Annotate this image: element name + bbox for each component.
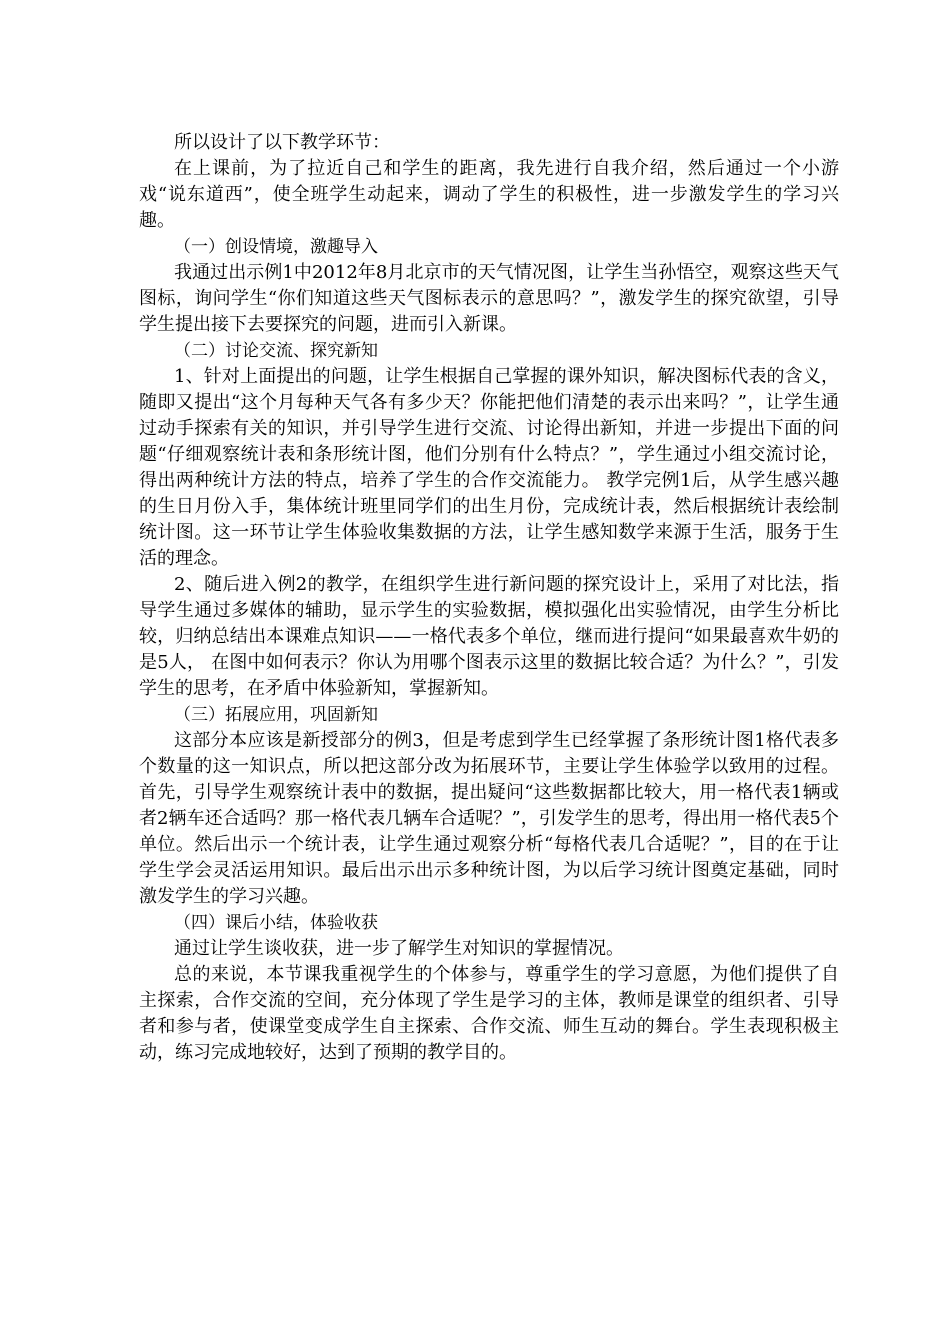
section-heading-4: （四）课后小结，体验收获 — [174, 913, 378, 933]
paragraph-section-3: 这部分本应该是新授部分的例3，但是考虑到学生已经掌握了条形统计图1格代表多个数量的这一知识点，所以把这部分改为拓展环节，主要让学生体验学以致用的过程。首先，引导学生观察统计表中的数据，提出疑问“这些数据都比较大，用一格代表1辆或者2辆车还合适吗？那一格代表几辆车合适呢？”，引发学生的思考，得出用一格代表5个单位。然后出示一个统计表，让学生通过观察分析“每格代表几合适呢？”，目的在于让学生学会灵活运用知识。最后出示出示多种统计图，为以后学习统计图奠定基础，同时激发学生的学习兴趣。 — [139, 730, 839, 907]
document-body — [139, 130, 839, 1066]
paragraph-section-2-item-2: 2、随后进入例2的教学，在组织学生进行新问题的探究设计上，采用了对比法，指导学生通过多媒体的辅助，显示学生的实验数据，模拟强化出实验情况，由学生分析比较，归纳总结出本课难点知识——一格代表多个单位，继而进行提问“如果最喜欢牛奶的是5人， 在图中如何表示？你认为用哪个图表示这里的数据比较合适？为什么？”，引发学生的思考，在矛盾中体验新知，掌握新知。 — [139, 574, 839, 699]
paragraph-pre-class: 在上课前，为了拉近自己和学生的距离，我先进行自我介绍，然后通过一个小游戏“说东道西”，使全班学生动起来，调动了学生的积极性，进一步激发学生的学习兴趣。 — [139, 158, 839, 231]
section-heading-2: （二）讨论交流、探究新知 — [174, 341, 378, 361]
paragraph-section-2-item-1: 1、针对上面提出的问题，让学生根据自己掌握的课外知识，解决图标代表的含义，随即又提出“这个月每种天气各有多少天？你能把他们清楚的表示出来吗？”，让学生通过动手探索有关的知识，并引导学生进行交流、讨论得出新知，并进一步提出下面的问题“仔细观察统计表和条形统计图，他们分别有什么特点？”，学生通过小组交流讨论，得出两种统计方法的特点，培养了学生的合作交流能力。 教学完例1后，从学生感兴趣的生日月份入手，集体统计班里同学们的出生月份，完成统计表，然后根据统计表绘制统计图。这一环节让学生体验收集数据的方法，让学生感知数学来源于生活，服务于生活的理念。 — [139, 366, 839, 569]
paragraph-section-1: 我通过出示例1中2012年8月北京市的天气情况图，让学生当孙悟空，观察这些天气图标，询问学生“你们知道这些天气图标表示的意思吗？”，激发学生的探究欲望，引导学生提出接下去要探究的问题，进而引入新课。 — [139, 262, 839, 335]
paragraph-section-4: 通过让学生谈收获，进一步了解学生对知识的掌握情况。 — [174, 938, 624, 959]
paragraph-summary: 总的来说，本节课我重视学生的个体参与，尊重学生的学习意愿，为他们提供了自主探索，合作交流的空间，充分体现了学生是学习的主体，教师是课堂的组织者、引导者和参与者，使课堂变成学生自主探索、合作交流、师生互动的舞台。学生表现积极主动，练习完成地较好，达到了预期的教学目的。 — [139, 964, 839, 1063]
section-heading-3: （三）拓展应用，巩固新知 — [174, 705, 378, 725]
section-heading-1: （一）创设情境，激趣导入 — [174, 237, 378, 257]
intro-line: 所以设计了以下教学环节： — [174, 132, 390, 153]
